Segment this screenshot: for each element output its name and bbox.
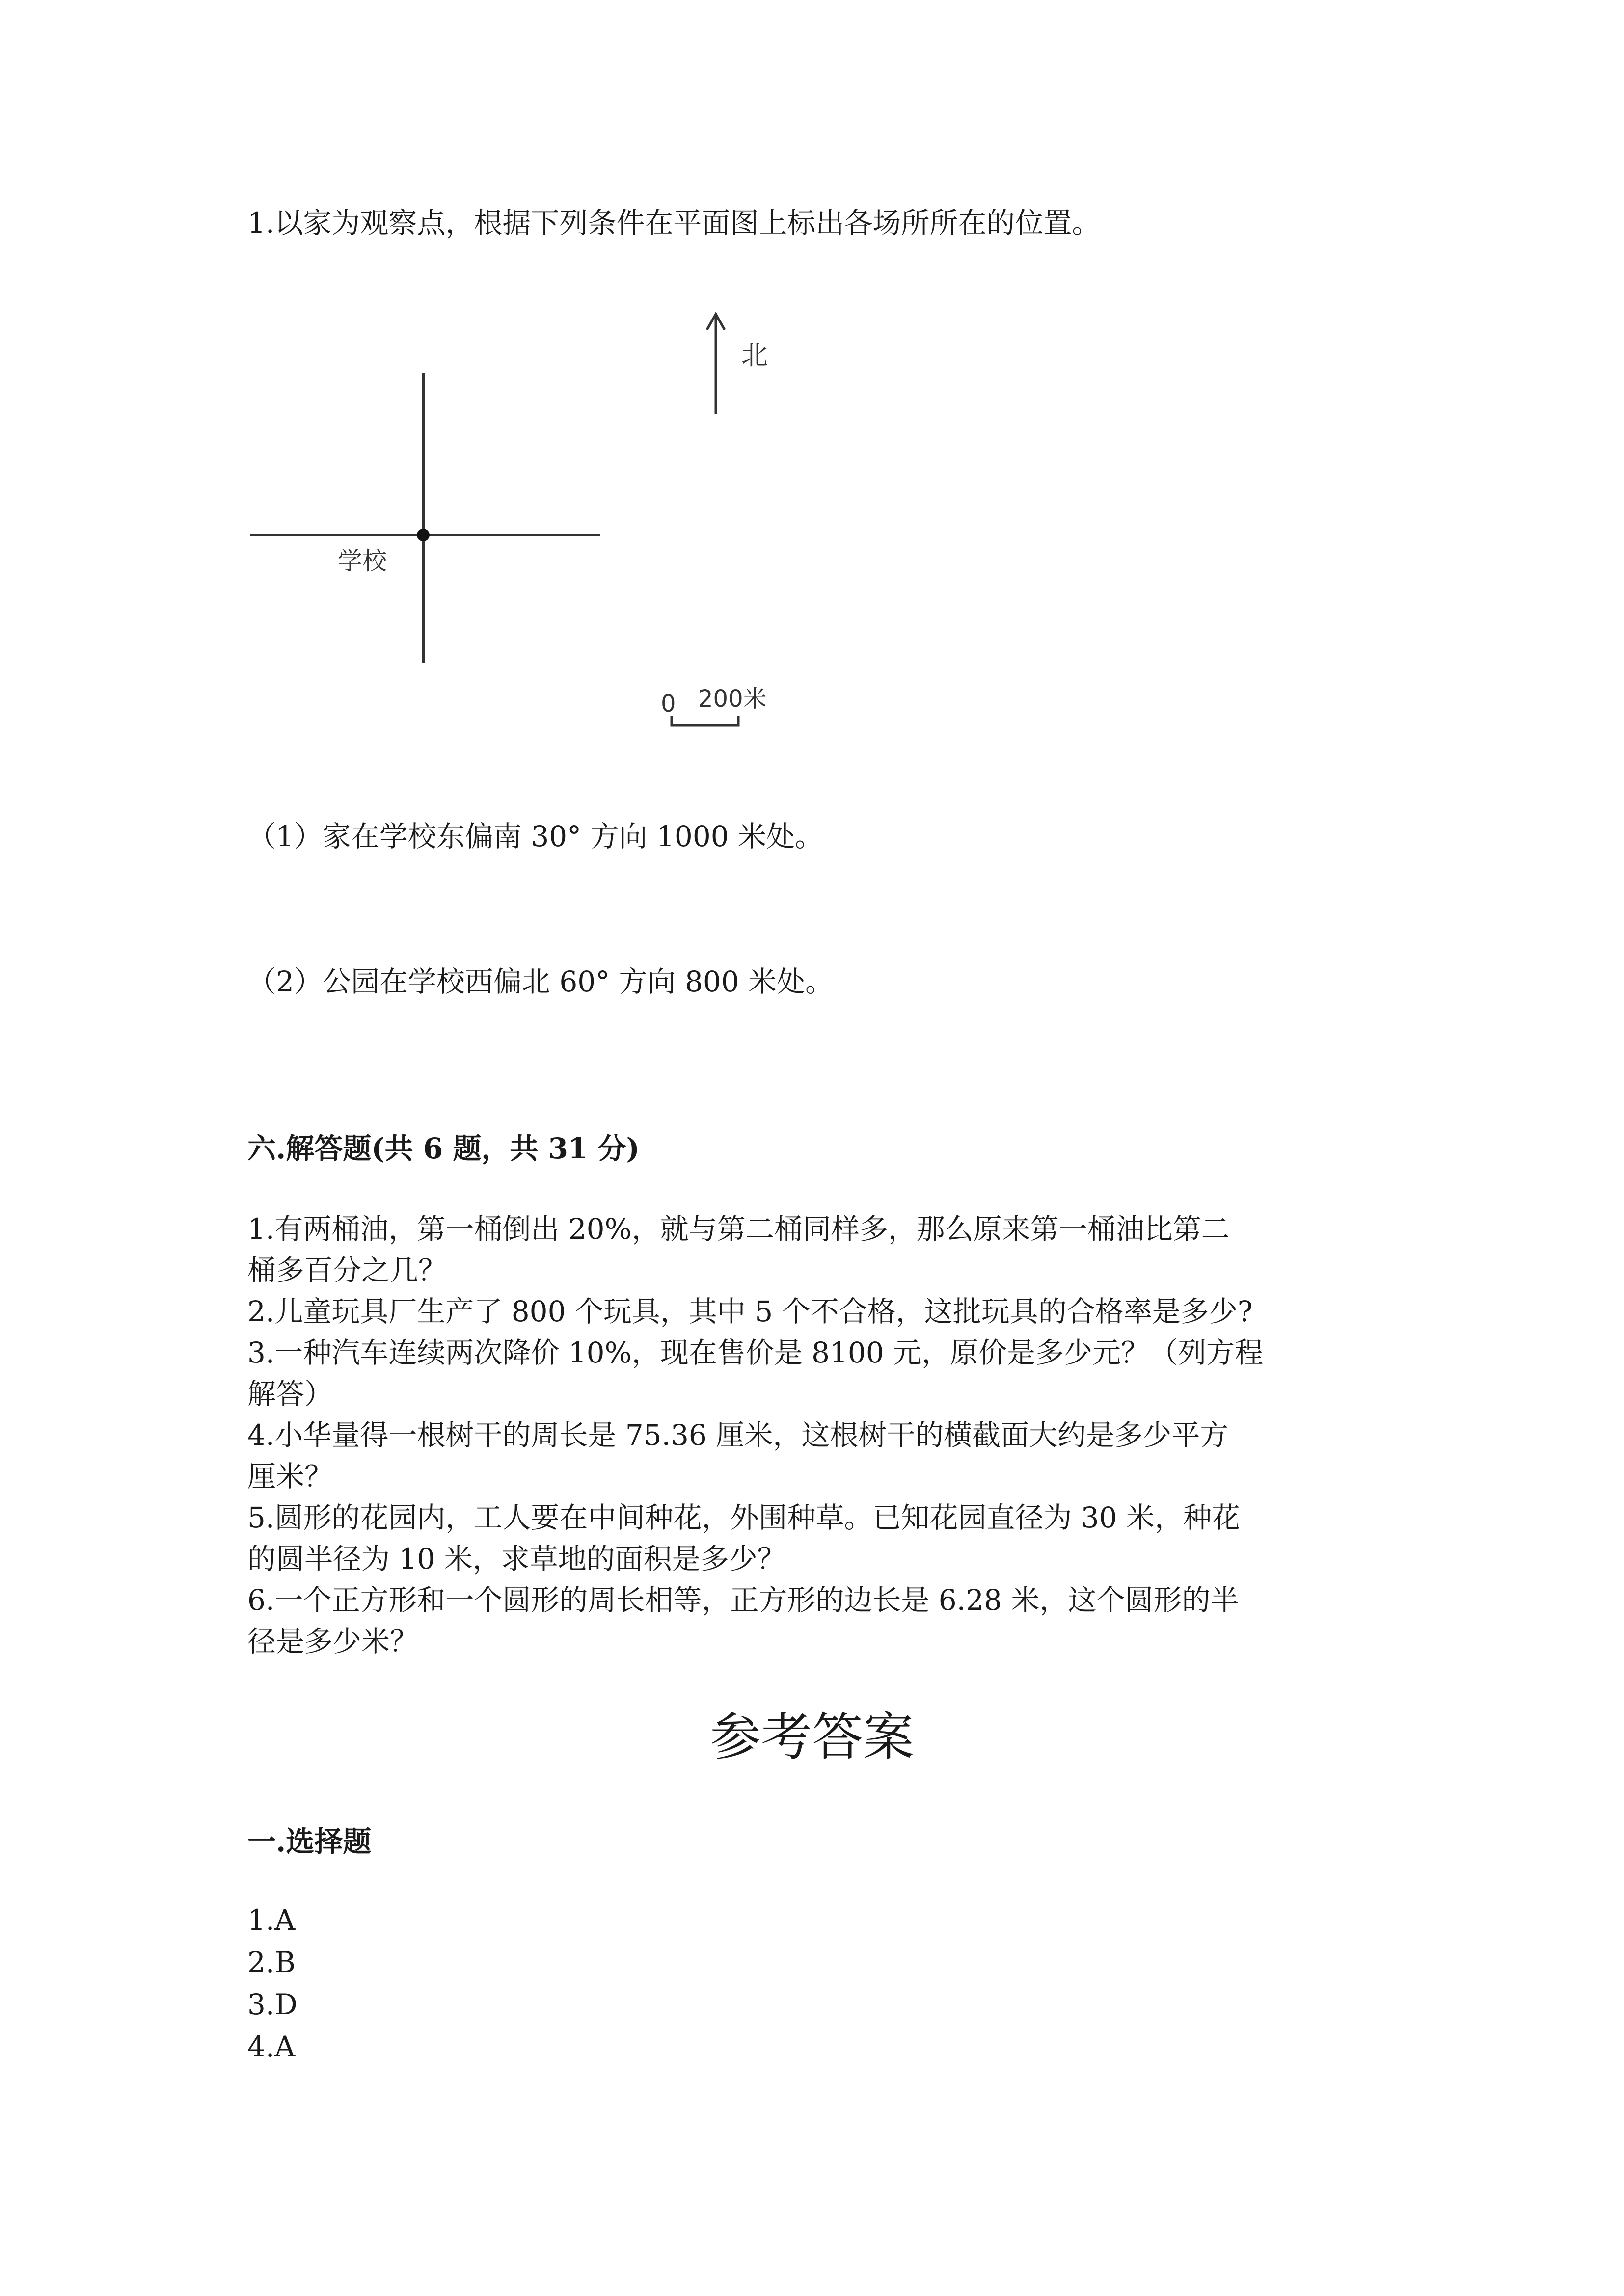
- problem-line: 1.有两桶油，第一桶倒出 20%，就与第二桶同样多，那么原来第一桶油比第二: [247, 1212, 1230, 1246]
- question-intro: 1.以家为观察点，根据下列条件在平面图上标出各场所所在的位置。: [247, 206, 1101, 240]
- problem-line: 2.儿童玩具厂生产了 800 个玩具，其中 5 个不合格，这批玩具的合格率是多少?: [247, 1295, 1253, 1328]
- problem-line: 4.小华量得一根树干的周长是 75.36 厘米，这根树干的横截面大约是多少平方: [247, 1418, 1229, 1452]
- section-six-heading: 六.解答题(共 6 题，共 31 分): [247, 1132, 640, 1165]
- sub-question-2: （2）公园在学校西偏北 60° 方向 800 米处。: [247, 965, 834, 998]
- problem-line: 径是多少米？: [247, 1625, 419, 1658]
- problem-line: 解答）: [247, 1377, 333, 1411]
- problem-line: 3.一种汽车连续两次降价 10%，现在售价是 8100 元，原价是多少元？（列方程: [247, 1336, 1264, 1369]
- answer-item: 3.D: [247, 1988, 298, 2021]
- position-map-figure: [245, 304, 785, 736]
- sub-question-1: （1）家在学校东偏南 30° 方向 1000 米处。: [247, 820, 824, 853]
- school-point: [417, 529, 430, 541]
- answer-item: 1.A: [247, 1903, 296, 1937]
- problem-line: 5.圆形的花园内，工人要在中间种花，外围种草。已知花园直径为 30 米，种花: [247, 1501, 1241, 1534]
- answer-item: 2.B: [247, 1946, 296, 1979]
- problem-line: 桶多百分之几？: [247, 1254, 447, 1287]
- problem-line: 厘米？: [247, 1460, 333, 1493]
- scale-zero-label: 0: [661, 690, 676, 718]
- scale-value-label: 200米: [698, 685, 767, 713]
- answers-title: 参考答案: [709, 1707, 914, 1767]
- answer-item: 4.A: [247, 2030, 296, 2063]
- school-label: 学校: [338, 547, 387, 575]
- answers-section-one-heading: 一.选择题: [247, 1825, 372, 1858]
- problem-line: 的圆半径为 10 米，求草地的面积是多少？: [247, 1542, 786, 1575]
- scale-bar: [672, 716, 738, 725]
- north-label: 北: [741, 340, 768, 371]
- problem-line: 6.一个正方形和一个圆形的周长相等，正方形的边长是 6.28 米，这个圆形的半: [247, 1583, 1239, 1617]
